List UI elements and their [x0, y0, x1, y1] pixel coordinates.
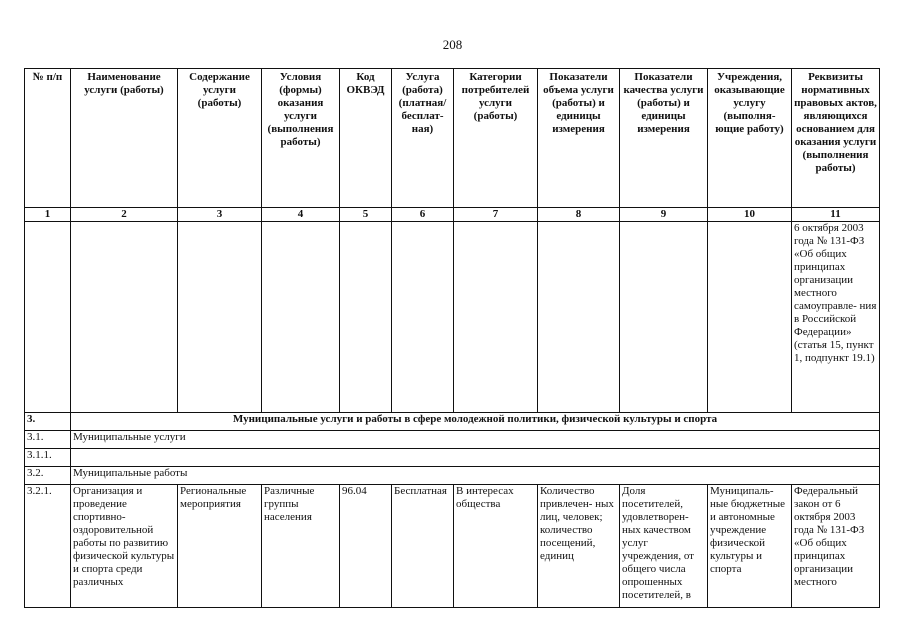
empty-cell	[71, 222, 178, 413]
column-number: 10	[708, 208, 792, 222]
section-number: 3.	[25, 413, 71, 431]
empty-cell	[25, 222, 71, 413]
empty-cell	[178, 222, 262, 413]
subsection-row	[25, 431, 880, 449]
continuation-row	[25, 222, 880, 413]
empty-cell	[340, 222, 392, 413]
page-number: 208	[442, 37, 463, 52]
empty-cell	[708, 222, 792, 413]
header-cell: Показатели качества услуги (работы) и единицы измерения	[620, 69, 708, 208]
header-cell: Условия (формы) оказания услуги (выполнения работы)	[262, 69, 340, 208]
column-number: 9	[620, 208, 708, 222]
column-number: 3	[178, 208, 262, 222]
column-number-row	[25, 208, 880, 222]
column-number: 4	[262, 208, 340, 222]
column-number: 7	[454, 208, 538, 222]
empty-cell	[392, 222, 454, 413]
header-cell: Показатели объема услуги (работы) и единицы измерения	[538, 69, 620, 208]
header-cell: Услуга (работа) (платная/ бесплат- ная)	[392, 69, 454, 208]
institutions: Муниципаль- ные бюджетные и автономные учреждение физической культуры и спорта	[708, 485, 792, 608]
header-row	[25, 69, 880, 208]
legal-acts: Федеральный закон от 6 октября 2003 года № 131-ФЗ «Об общих принципах организации местного	[792, 485, 880, 608]
subsection-title: Муниципальные работы	[71, 467, 880, 485]
column-number: 11	[792, 208, 880, 222]
service-name: Организация и проведение спортивно- оздоровительной работы по развитию физической культуры и спорта среди различных	[71, 485, 178, 608]
empty-cell	[538, 222, 620, 413]
subsection-number: 3.2.	[25, 467, 71, 485]
header-cell: Категории потребителей услуги (работы)	[454, 69, 538, 208]
header-cell: Учреждения, оказывающие услугу (выполня- ющие работу)	[708, 69, 792, 208]
column-number: 1	[25, 208, 71, 222]
subsection-title: Муниципальные услуги	[71, 431, 880, 449]
service-conditions: Различные группы населения	[262, 485, 340, 608]
subsection-row	[25, 467, 880, 485]
section-title: Муниципальные услуги и работы в сфере молодежной политики, физической культуры и спорта	[71, 413, 880, 431]
subsection-title	[71, 449, 880, 467]
header-cell: Код ОКВЭД	[340, 69, 392, 208]
header-cell: № п/п	[25, 69, 71, 208]
volume-indicators: Количество привлечен- ных лиц, человек; количество посещений, единиц	[538, 485, 620, 608]
header-cell: Наименование услуги (работы)	[71, 69, 178, 208]
quality-indicators: Доля посетителей, удовлетворен- ных качеством услуг учреждения, от общего числа опрошенных посетителей, в	[620, 485, 708, 608]
subsection-number: 3.1.	[25, 431, 71, 449]
paid-status: Бесплатная	[392, 485, 454, 608]
empty-cell	[620, 222, 708, 413]
subsection-row	[25, 449, 880, 467]
column-number: 6	[392, 208, 454, 222]
legal-acts-continuation: 6 октября 2003 года № 131-ФЗ «Об общих принципах организации местного самоуправле- ния в Российской Федерации» (статья 15, пункт 1, подпункт 19.1)	[792, 222, 880, 413]
column-number: 8	[538, 208, 620, 222]
service-content: Региональные мероприятия	[178, 485, 262, 608]
okved-code: 96.04	[340, 485, 392, 608]
services-table	[24, 68, 880, 608]
empty-cell	[454, 222, 538, 413]
column-number: 5	[340, 208, 392, 222]
header-cell: Реквизиты нормативных правовых актов, являющихся основанием для оказания услуги (выполнения работы)	[792, 69, 880, 208]
header-cell: Содержание услуги (работы)	[178, 69, 262, 208]
section-row	[25, 413, 880, 431]
empty-cell	[262, 222, 340, 413]
consumer-category: В интересах общества	[454, 485, 538, 608]
table-row	[25, 485, 880, 608]
column-number: 2	[71, 208, 178, 222]
subsection-number: 3.1.1.	[25, 449, 71, 467]
row-number: 3.2.1.	[25, 485, 71, 608]
